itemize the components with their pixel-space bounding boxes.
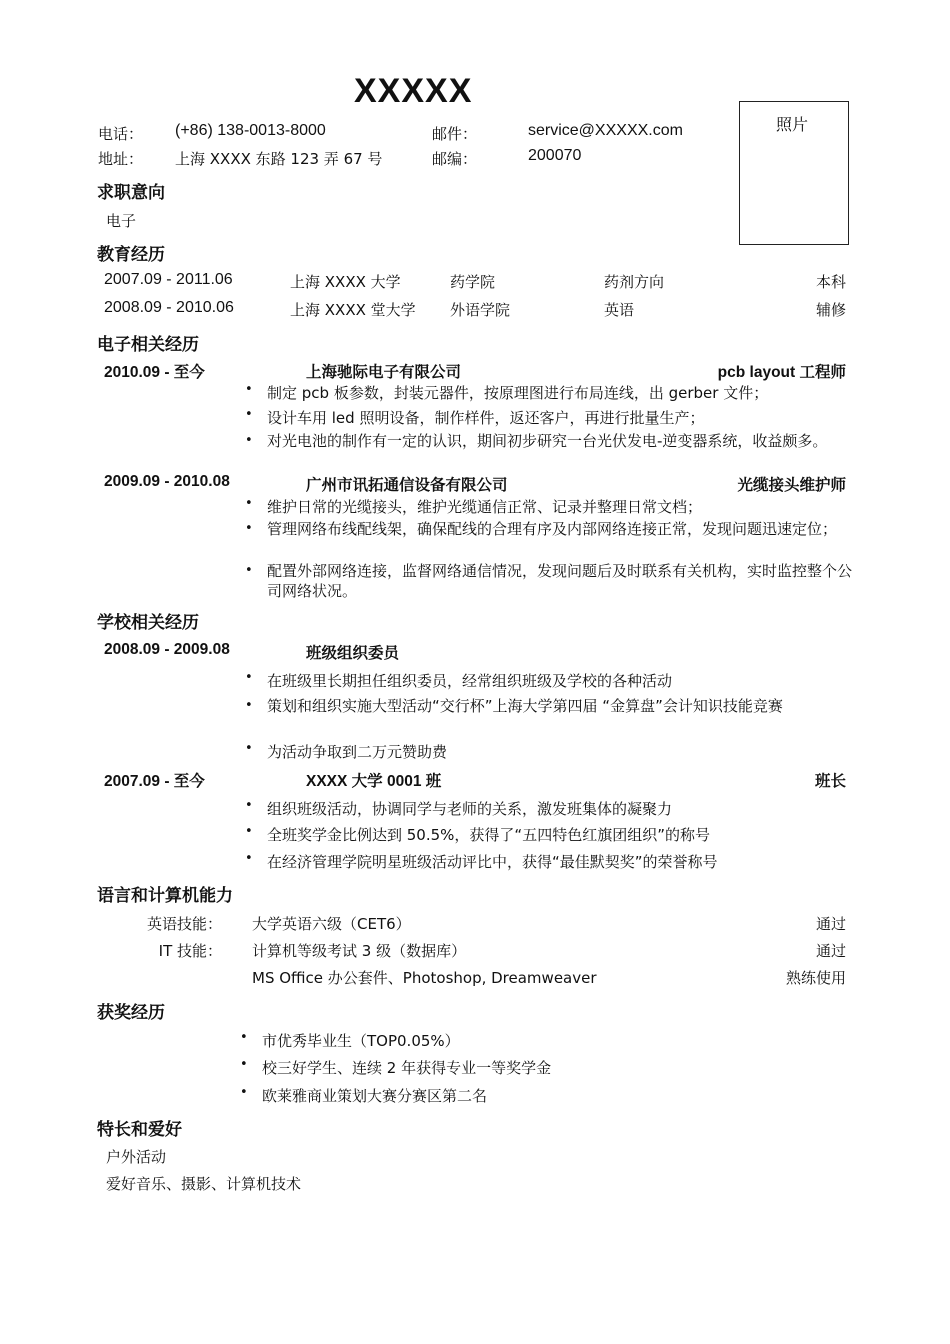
phone-value: (+86) 138-0013-8000 — [175, 122, 326, 139]
list-item: • 在班级里长期担任组织委员，经常组织班级及学校的各种活动 — [245, 670, 673, 690]
list-item: • 对光电池的制作有一定的认识，期间初步研究一台光伏发电-逆变器系统，收益颇多。 — [245, 432, 828, 450]
school-role: 班长 — [814, 773, 846, 790]
hobby-line: 爱好音乐、摄影、计算机技术 — [106, 1175, 302, 1193]
skill-value: 计算机等级考试 3 级（数据库） — [252, 942, 467, 960]
section-title-hobbies: 特长和爱好 — [97, 1120, 182, 1140]
email-value: service@XXXXX.com — [528, 122, 683, 139]
skill-level: 通过 — [815, 942, 846, 960]
skill-level: 熟练使用 — [785, 969, 846, 987]
school-org: 班级组织委员 — [306, 645, 400, 662]
section-title-awards: 获奖经历 — [97, 1003, 165, 1023]
list-item: • 全班奖学金比例达到 50.5%，获得了“五四特色红旗团组织”的称号 — [245, 824, 710, 844]
section-title-education: 教育经历 — [97, 245, 165, 265]
list-item: • 策划和组织实施大型活动“交行杯”上海大学第四届 “金算盘”会计知识技能竞赛 — [245, 697, 783, 715]
list-item: • 为活动争取到二万元赞助费 — [245, 741, 448, 761]
work-role: pcb layout 工程师 — [717, 364, 846, 381]
education-major: 药剂方向 — [604, 273, 665, 291]
postcode-label: 邮编： — [432, 150, 478, 168]
work-period: 2010.09 - 至今 — [104, 364, 205, 381]
address-label: 地址： — [98, 150, 144, 168]
education-major: 英语 — [604, 301, 635, 319]
section-title-work: 电子相关经历 — [97, 335, 199, 355]
list-item: • 维护日常的光缆接头，维护光缆通信正常、记录并整理日常文档； — [245, 496, 703, 516]
school-org: XXXX 大学 0001 班 — [306, 773, 442, 790]
photo-placeholder — [739, 101, 849, 245]
phone-label: 电话： — [98, 125, 144, 143]
skill-value: MS Office 办公套件、Photoshop, Dreamweaver — [252, 969, 597, 987]
school-period: 2007.09 - 至今 — [104, 773, 205, 790]
education-college: 药学院 — [450, 273, 496, 291]
section-title-objective: 求职意向 — [97, 183, 165, 203]
postcode-value: 200070 — [528, 147, 582, 164]
work-company: 上海驰际电子有限公司 — [306, 364, 462, 381]
list-item: • 制定 pcb 板参数，封装元器件，按原理图进行布局连线，出 gerber 文件； — [245, 382, 769, 402]
address-value: 上海 XXXX 东路 123 弄 67 号 — [175, 150, 383, 168]
section-title-skills: 语言和计算机能力 — [97, 886, 233, 906]
education-school: 上海 XXXX 大学 — [290, 273, 401, 291]
school-period: 2008.09 - 2009.08 — [104, 641, 230, 658]
work-company: 广州市讯拓通信设备有限公司 — [306, 477, 508, 494]
education-school: 上海 XXXX 堂大学 — [290, 301, 416, 319]
education-college: 外语学院 — [450, 301, 511, 319]
skill-label: 英语技能： — [146, 915, 222, 933]
work-role: 光缆接头维护师 — [737, 477, 846, 494]
skill-value: 大学英语六级（CET6） — [252, 915, 411, 933]
skill-label: IT 技能： — [158, 942, 222, 960]
list-item: • 校三好学生、连续 2 年获得专业一等奖学金 — [240, 1057, 552, 1077]
objective-value: 电子 — [106, 212, 137, 230]
email-label: 邮件： — [432, 125, 478, 143]
education-degree: 本科 — [815, 273, 846, 291]
list-item: • 欧莱雅商业策划大赛分赛区第二名 — [240, 1085, 488, 1105]
hobby-line: 户外活动 — [106, 1148, 167, 1166]
list-item: • 配置外部网络连接，监督网络通信情况，发现问题后及时联系有关机构，实时监控整个公司网络状况。 — [245, 562, 853, 600]
skill-level: 通过 — [815, 915, 846, 933]
resume-name: XXXXX — [354, 72, 473, 110]
list-item: • 组织班级活动，协调同学与老师的关系，激发班集体的凝聚力 — [245, 798, 673, 818]
education-period: 2007.09 - 2011.06 — [104, 271, 233, 288]
education-degree: 辅修 — [815, 301, 846, 319]
photo-label: 照片 — [776, 115, 809, 134]
list-item: • 设计车用 led 照明设备，制作样件，返还客户，再进行批量生产； — [245, 407, 705, 427]
section-title-school: 学校相关经历 — [97, 613, 199, 633]
list-item: • 市优秀毕业生（TOP0.05%） — [240, 1030, 460, 1050]
work-period: 2009.09 - 2010.08 — [104, 473, 230, 490]
education-period: 2008.09 - 2010.06 — [104, 299, 234, 316]
list-item: • 在经济管理学院明星班级活动评比中，获得“最佳默契奖”的荣誉称号 — [245, 851, 718, 871]
list-item: • 管理网络布线配线架，确保配线的合理有序及内部网络连接正常，发现问题迅速定位； — [245, 520, 838, 538]
